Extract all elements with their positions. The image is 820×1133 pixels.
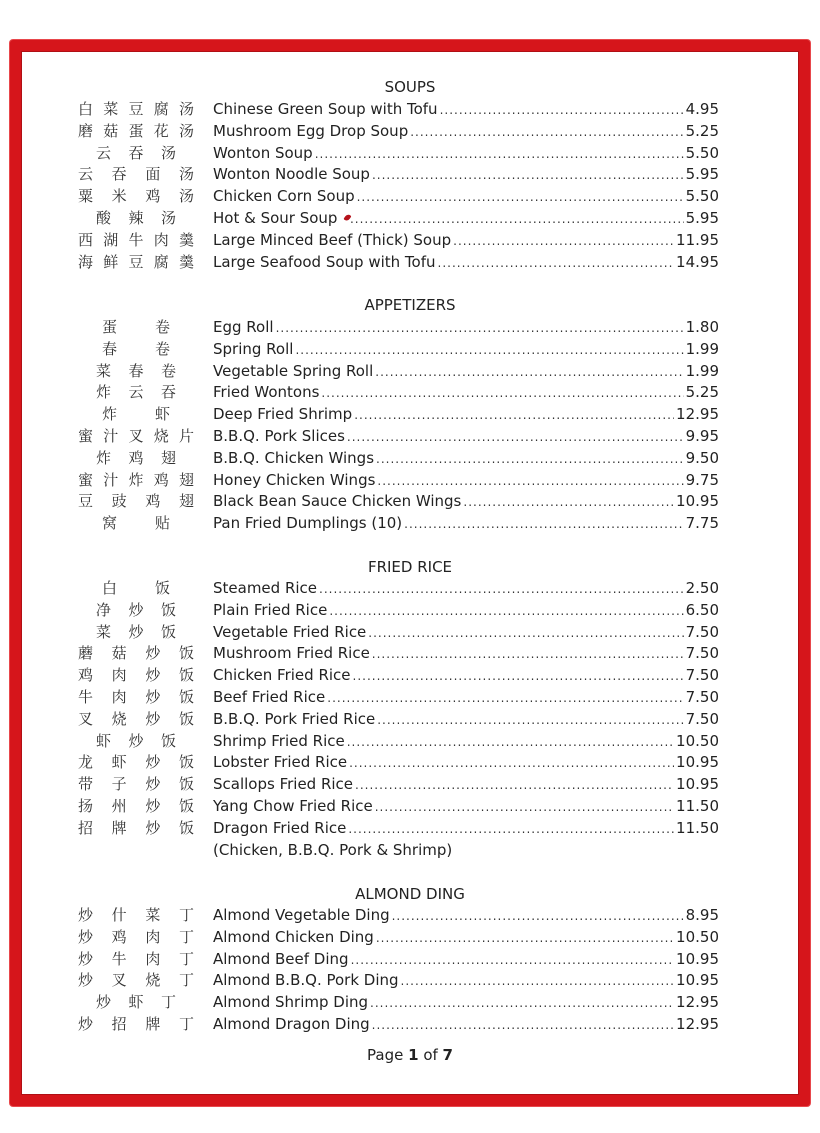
price: 12.95 [676, 993, 719, 1012]
english-line [213, 142, 719, 165]
price: 9.95 [685, 427, 719, 445]
english-line [213, 447, 719, 470]
dot-leader [453, 230, 674, 252]
english-name: Chinese Green Soup with Tofu [213, 100, 438, 118]
chinese-name: 炒鸡肉丁 [78, 927, 194, 946]
english-line [213, 316, 719, 339]
dot-leader [349, 752, 674, 774]
chinese-name: 酸辣汤 [96, 209, 176, 227]
menu-item [0, 926, 820, 948]
menu-item [0, 948, 820, 970]
menu-item [0, 817, 820, 839]
menu-item [0, 773, 820, 795]
price: 5.95 [685, 209, 719, 227]
dot-leader [410, 121, 683, 143]
english-name: Large Minced Beef (Thick) Soup [213, 230, 452, 249]
menu-item [0, 642, 820, 664]
dot-leader [347, 731, 674, 753]
dot-leader [440, 99, 684, 121]
price: 1.80 [685, 318, 719, 336]
english-name: Mushroom Egg Drop Soup [213, 121, 409, 140]
price: 5.95 [685, 165, 719, 184]
english-line [213, 403, 719, 426]
menu-item [0, 163, 820, 185]
menu-item [0, 904, 820, 926]
dot-leader [376, 448, 684, 470]
english-name: Pan Fried Dumplings (10) [213, 514, 403, 533]
english-line [213, 120, 719, 143]
chinese-name: 海鲜豆腐羹 [78, 252, 194, 271]
chinese-name: 云吞面汤 [78, 165, 194, 184]
menu-item [0, 730, 820, 752]
english-line [213, 686, 719, 709]
english-line [213, 926, 719, 949]
menu-item [0, 751, 820, 773]
dot-leader [276, 317, 684, 339]
menu-item [0, 316, 820, 338]
english-line [213, 229, 719, 252]
section-title: APPETIZERS [364, 296, 456, 314]
price: 7.50 [685, 688, 719, 706]
chinese-name: 扬州炒饭 [78, 797, 194, 815]
english-name: Vegetable Fried Rice [213, 622, 367, 641]
price: 5.25 [685, 121, 719, 140]
chinese-name: 叉烧炒饭 [78, 709, 194, 728]
chinese-name: 炒什菜丁 [78, 906, 194, 924]
chinese-name: 净炒饭 [96, 600, 176, 619]
menu-item [0, 664, 820, 686]
menu-item [0, 1013, 820, 1035]
chinese-name: 炒虾丁 [96, 993, 176, 1012]
menu-item [0, 142, 820, 164]
english-name: Fried Wontons [213, 383, 320, 402]
menu-item [0, 490, 820, 512]
chinese-name: 窝贴 [102, 514, 170, 533]
menu-item [0, 447, 820, 469]
english-name: Yang Chow Fried Rice [213, 797, 373, 815]
price: 11.95 [676, 230, 719, 249]
english-name: B.B.Q. Pork Slices [213, 427, 345, 445]
english-name: Almond Shrimp Ding [213, 993, 369, 1012]
price: 10.95 [676, 971, 719, 990]
english-name: Black Bean Sauce Chicken Wings [213, 492, 462, 511]
english-name: Chicken Fried Rice [213, 666, 351, 685]
english-name: Egg Roll [213, 318, 274, 336]
english-line [213, 1013, 719, 1036]
english-name: Honey Chicken Wings [213, 470, 376, 489]
price: 7.50 [685, 644, 719, 663]
dot-leader [372, 164, 684, 186]
chinese-name: 粟米鸡汤 [78, 187, 194, 206]
chinese-name: 龙虾炒饭 [78, 753, 194, 772]
chinese-name: 牛肉炒饭 [78, 688, 194, 706]
dot-leader [350, 208, 684, 230]
chinese-name: 菜春卷 [96, 361, 176, 380]
english-line [213, 795, 719, 818]
english-name: Lobster Fried Rice [213, 753, 348, 772]
chinese-name: 蜜汁炸鸡翅 [78, 470, 194, 489]
english-line [213, 817, 719, 840]
english-line [213, 469, 719, 492]
english-name: Vegetable Spring Roll [213, 361, 374, 380]
chinese-name: 炸鸡翅 [96, 448, 176, 467]
section-title: FRIED RICE [367, 558, 453, 576]
dot-leader [404, 513, 683, 535]
english-line [213, 425, 719, 448]
english-line [213, 664, 719, 687]
english-line [213, 730, 719, 753]
dot-leader [377, 470, 683, 492]
chinese-name: 云吞汤 [96, 143, 176, 162]
english-line [213, 708, 719, 731]
english-name: Dragon Fried Rice [213, 818, 347, 837]
chinese-name: 炒叉烧丁 [78, 971, 194, 990]
price: 11.50 [676, 797, 719, 815]
price: 14.95 [676, 252, 719, 271]
price: 10.95 [676, 492, 719, 511]
dot-leader [392, 905, 684, 927]
dot-leader [370, 992, 674, 1014]
menu-item [0, 425, 820, 447]
page-total: 7 [442, 1046, 453, 1064]
chinese-name: 蜜汁叉烧片 [78, 427, 194, 445]
chinese-name: 鸡肉炒饭 [78, 666, 194, 685]
chinese-name: 春卷 [102, 339, 170, 358]
menu-item [0, 469, 820, 491]
chinese-name: 蘑菇炒饭 [78, 644, 194, 663]
english-line [213, 381, 719, 404]
english-name: B.B.Q. Chicken Wings [213, 448, 375, 467]
dot-leader [355, 774, 674, 796]
menu-item [0, 360, 820, 382]
english-line [213, 360, 719, 383]
chinese-name: 蛋卷 [102, 318, 170, 336]
dot-leader [401, 970, 675, 992]
dot-leader [354, 404, 674, 426]
dot-leader [376, 927, 674, 949]
english-name: Large Seafood Soup with Tofu [213, 252, 436, 271]
page-current: 1 [408, 1046, 419, 1064]
price: 9.50 [685, 448, 719, 467]
chinese-name: 炸虾 [102, 405, 170, 424]
english-name: Scallops Fried Rice [213, 775, 354, 794]
price: 9.75 [685, 470, 719, 489]
price: 11.50 [676, 818, 719, 837]
price: 1.99 [685, 339, 719, 358]
menu-item [0, 338, 820, 360]
english-line [213, 98, 719, 121]
chinese-name: 招牌炒饭 [78, 818, 194, 837]
dot-leader [315, 143, 684, 165]
english-line [213, 969, 719, 992]
english-line [213, 207, 719, 230]
english-name: Almond Dragon Ding [213, 1015, 370, 1033]
dot-leader [353, 665, 684, 687]
english-line [213, 991, 719, 1014]
english-line [213, 251, 719, 274]
price: 12.95 [676, 1015, 719, 1033]
dot-leader [327, 687, 683, 709]
english-line [213, 751, 719, 774]
page-label: Page [367, 1046, 409, 1064]
price: 4.95 [685, 100, 719, 118]
price: 5.50 [685, 143, 719, 162]
english-name: Wonton Soup [213, 143, 313, 162]
dot-leader [321, 382, 683, 404]
price: 2.50 [685, 579, 719, 597]
price: 1.99 [685, 361, 719, 380]
price: 10.95 [676, 753, 719, 772]
dot-leader [319, 578, 684, 600]
english-name: Beef Fried Rice [213, 688, 326, 706]
page-footer [0, 1046, 820, 1064]
price: 10.50 [676, 927, 719, 946]
price: 7.50 [685, 709, 719, 728]
page-of-label: of [418, 1046, 443, 1064]
dot-leader [347, 426, 684, 448]
dot-leader [295, 339, 683, 361]
english-line [213, 948, 719, 971]
english-name: Hot & Sour Soup [213, 209, 338, 227]
price: 6.50 [685, 600, 719, 619]
dot-leader [372, 643, 684, 665]
dot-leader [438, 252, 675, 274]
english-name: B.B.Q. Pork Fried Rice [213, 709, 376, 728]
menu-item [0, 708, 820, 730]
english-name: Almond Beef Ding [213, 949, 349, 968]
menu-item [0, 795, 820, 817]
english-line [213, 599, 719, 622]
price: 7.75 [685, 514, 719, 533]
english-name: Almond Chicken Ding [213, 927, 374, 946]
menu-item [0, 403, 820, 425]
dot-leader [375, 796, 674, 818]
english-name: Chicken Corn Soup [213, 187, 355, 206]
menu-item [0, 185, 820, 207]
section-note: (Chicken, B.B.Q. Pork & Shrimp) [213, 840, 453, 859]
chinese-name: 磨菇蛋花汤 [78, 121, 194, 140]
english-name: Almond B.B.Q. Pork Ding [213, 971, 399, 990]
english-line [213, 773, 719, 796]
dot-leader [368, 622, 683, 644]
english-line [213, 621, 719, 644]
dot-leader [463, 491, 674, 513]
menu-item [0, 251, 820, 273]
chinese-name: 菜炒饭 [96, 622, 176, 641]
dot-leader [377, 709, 683, 731]
menu-item [0, 599, 820, 621]
english-name: Plain Fried Rice [213, 600, 328, 619]
chinese-name: 炒招牌丁 [78, 1015, 194, 1033]
english-line [213, 163, 719, 186]
menu-item [0, 207, 820, 229]
dot-leader [351, 949, 674, 971]
section-title: SOUPS [384, 78, 436, 96]
english-line [213, 904, 719, 927]
english-line [213, 338, 719, 361]
chinese-name: 炒牛肉丁 [78, 949, 194, 968]
menu-item [0, 969, 820, 991]
chinese-name: 虾炒饭 [96, 731, 176, 750]
price: 5.25 [685, 383, 719, 402]
chinese-name: 白饭 [102, 579, 170, 597]
english-line [213, 642, 719, 665]
dot-leader [375, 361, 683, 383]
english-name: Wonton Noodle Soup [213, 165, 370, 184]
english-line [213, 577, 719, 600]
chinese-name: 白菜豆腐汤 [78, 100, 194, 118]
price: 10.50 [676, 731, 719, 750]
section-title: ALMOND DING [355, 885, 465, 903]
price: 10.95 [676, 949, 719, 968]
menu-item [0, 381, 820, 403]
english-line [213, 185, 719, 208]
english-name: Shrimp Fried Rice [213, 731, 345, 750]
chinese-name: 西湖牛肉羹 [78, 230, 194, 249]
menu-item [0, 991, 820, 1013]
dot-leader [357, 186, 684, 208]
dot-leader [372, 1014, 674, 1036]
price: 7.50 [685, 622, 719, 641]
english-line [213, 512, 719, 535]
chinese-name: 豆豉鸡翅 [78, 492, 194, 511]
english-name: Steamed Rice [213, 579, 318, 597]
menu-item [0, 229, 820, 251]
menu-item [0, 512, 820, 534]
english-name: Deep Fried Shrimp [213, 405, 353, 424]
menu-item [0, 120, 820, 142]
dot-leader [348, 818, 674, 840]
chinese-name: 带子炒饭 [78, 775, 194, 794]
english-name: Mushroom Fried Rice [213, 644, 370, 663]
price: 8.95 [685, 906, 719, 924]
english-name: Spring Roll [213, 339, 294, 358]
price: 5.50 [685, 187, 719, 206]
english-name: Almond Vegetable Ding [213, 906, 390, 924]
dot-leader [329, 600, 683, 622]
price: 7.50 [685, 666, 719, 685]
menu-item [0, 577, 820, 599]
price: 10.95 [676, 775, 719, 794]
english-line [213, 490, 719, 513]
menu-item [0, 98, 820, 120]
menu-item [0, 686, 820, 708]
price: 12.95 [676, 405, 719, 424]
menu-item [0, 621, 820, 643]
chinese-name: 炸云吞 [96, 383, 176, 402]
